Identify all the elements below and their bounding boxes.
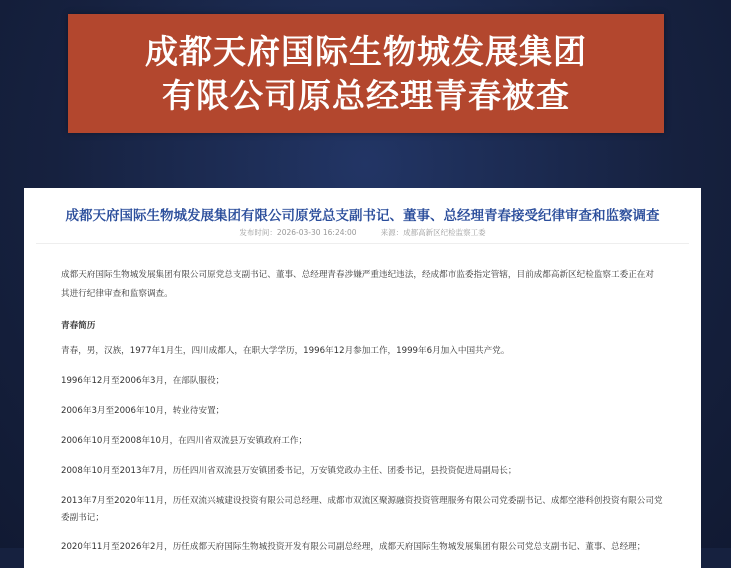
article-title: 成都天府国际生物城发展集团有限公司原党总支副书记、董事、总经理青春接受纪律审查和监察调查 bbox=[65, 208, 660, 224]
resume-entry: 1996年12月至2006年3月，在部队服役； bbox=[61, 376, 225, 386]
article-source: 来源：成都高新区纪检监察工委 bbox=[380, 228, 486, 237]
article-meta bbox=[24, 227, 701, 238]
headline-line-1: 成都天府国际生物城发展集团 bbox=[145, 31, 587, 71]
resume-entry: 2020年11月至2026年2月，历任成都天府国际生物城投资开发有限公司副总经理，成都天府国际生物城发展集团有限公司党总支副书记、董事、总经理； bbox=[61, 542, 646, 552]
resume-entry-cont: 委副书记； bbox=[61, 513, 104, 523]
headline-line-2: 有限公司原总经理青春被查 bbox=[162, 75, 570, 115]
paragraph-intro: 成都天府国际生物城发展集团有限公司原党总支副书记、董事、总经理青春涉嫌严重违纪违法，经成都市监委指定管辖，目前成都高新区纪检监察工委正在对 bbox=[61, 270, 654, 280]
divider bbox=[36, 243, 689, 244]
resume-heading: 青春简历 bbox=[61, 321, 96, 331]
resume-bio: 青春，男，汉族，1977年1月生，四川成都人，在职大学学历，1996年12月参加工作，1999年6月加入中国共产党。 bbox=[61, 346, 510, 356]
resume-entry: 2013年7月至2020年11月，历任双流兴城建设投资有限公司总经理、成都市双流区聚源融资投资管理服务有限公司党委副书记、成都空港科创投资有限公司党 bbox=[61, 496, 663, 506]
headline-banner bbox=[68, 14, 664, 133]
article-card bbox=[24, 188, 701, 568]
resume-entry: 2008年10月至2013年7月，历任四川省双流县万安镇团委书记，万安镇党政办主任、团委书记，县投资促进局副局长； bbox=[61, 466, 517, 476]
resume-entry: 2006年3月至2006年10月，转业待安置； bbox=[61, 406, 225, 416]
paragraph-intro-cont: 其进行纪律审查和监察调查。 bbox=[61, 289, 173, 299]
publish-time: 发布时间：2026-03-30 16:24:00 bbox=[239, 228, 357, 237]
resume-entry: 2006年10月至2008年10月，在四川省双流县万安镇政府工作； bbox=[61, 436, 308, 446]
